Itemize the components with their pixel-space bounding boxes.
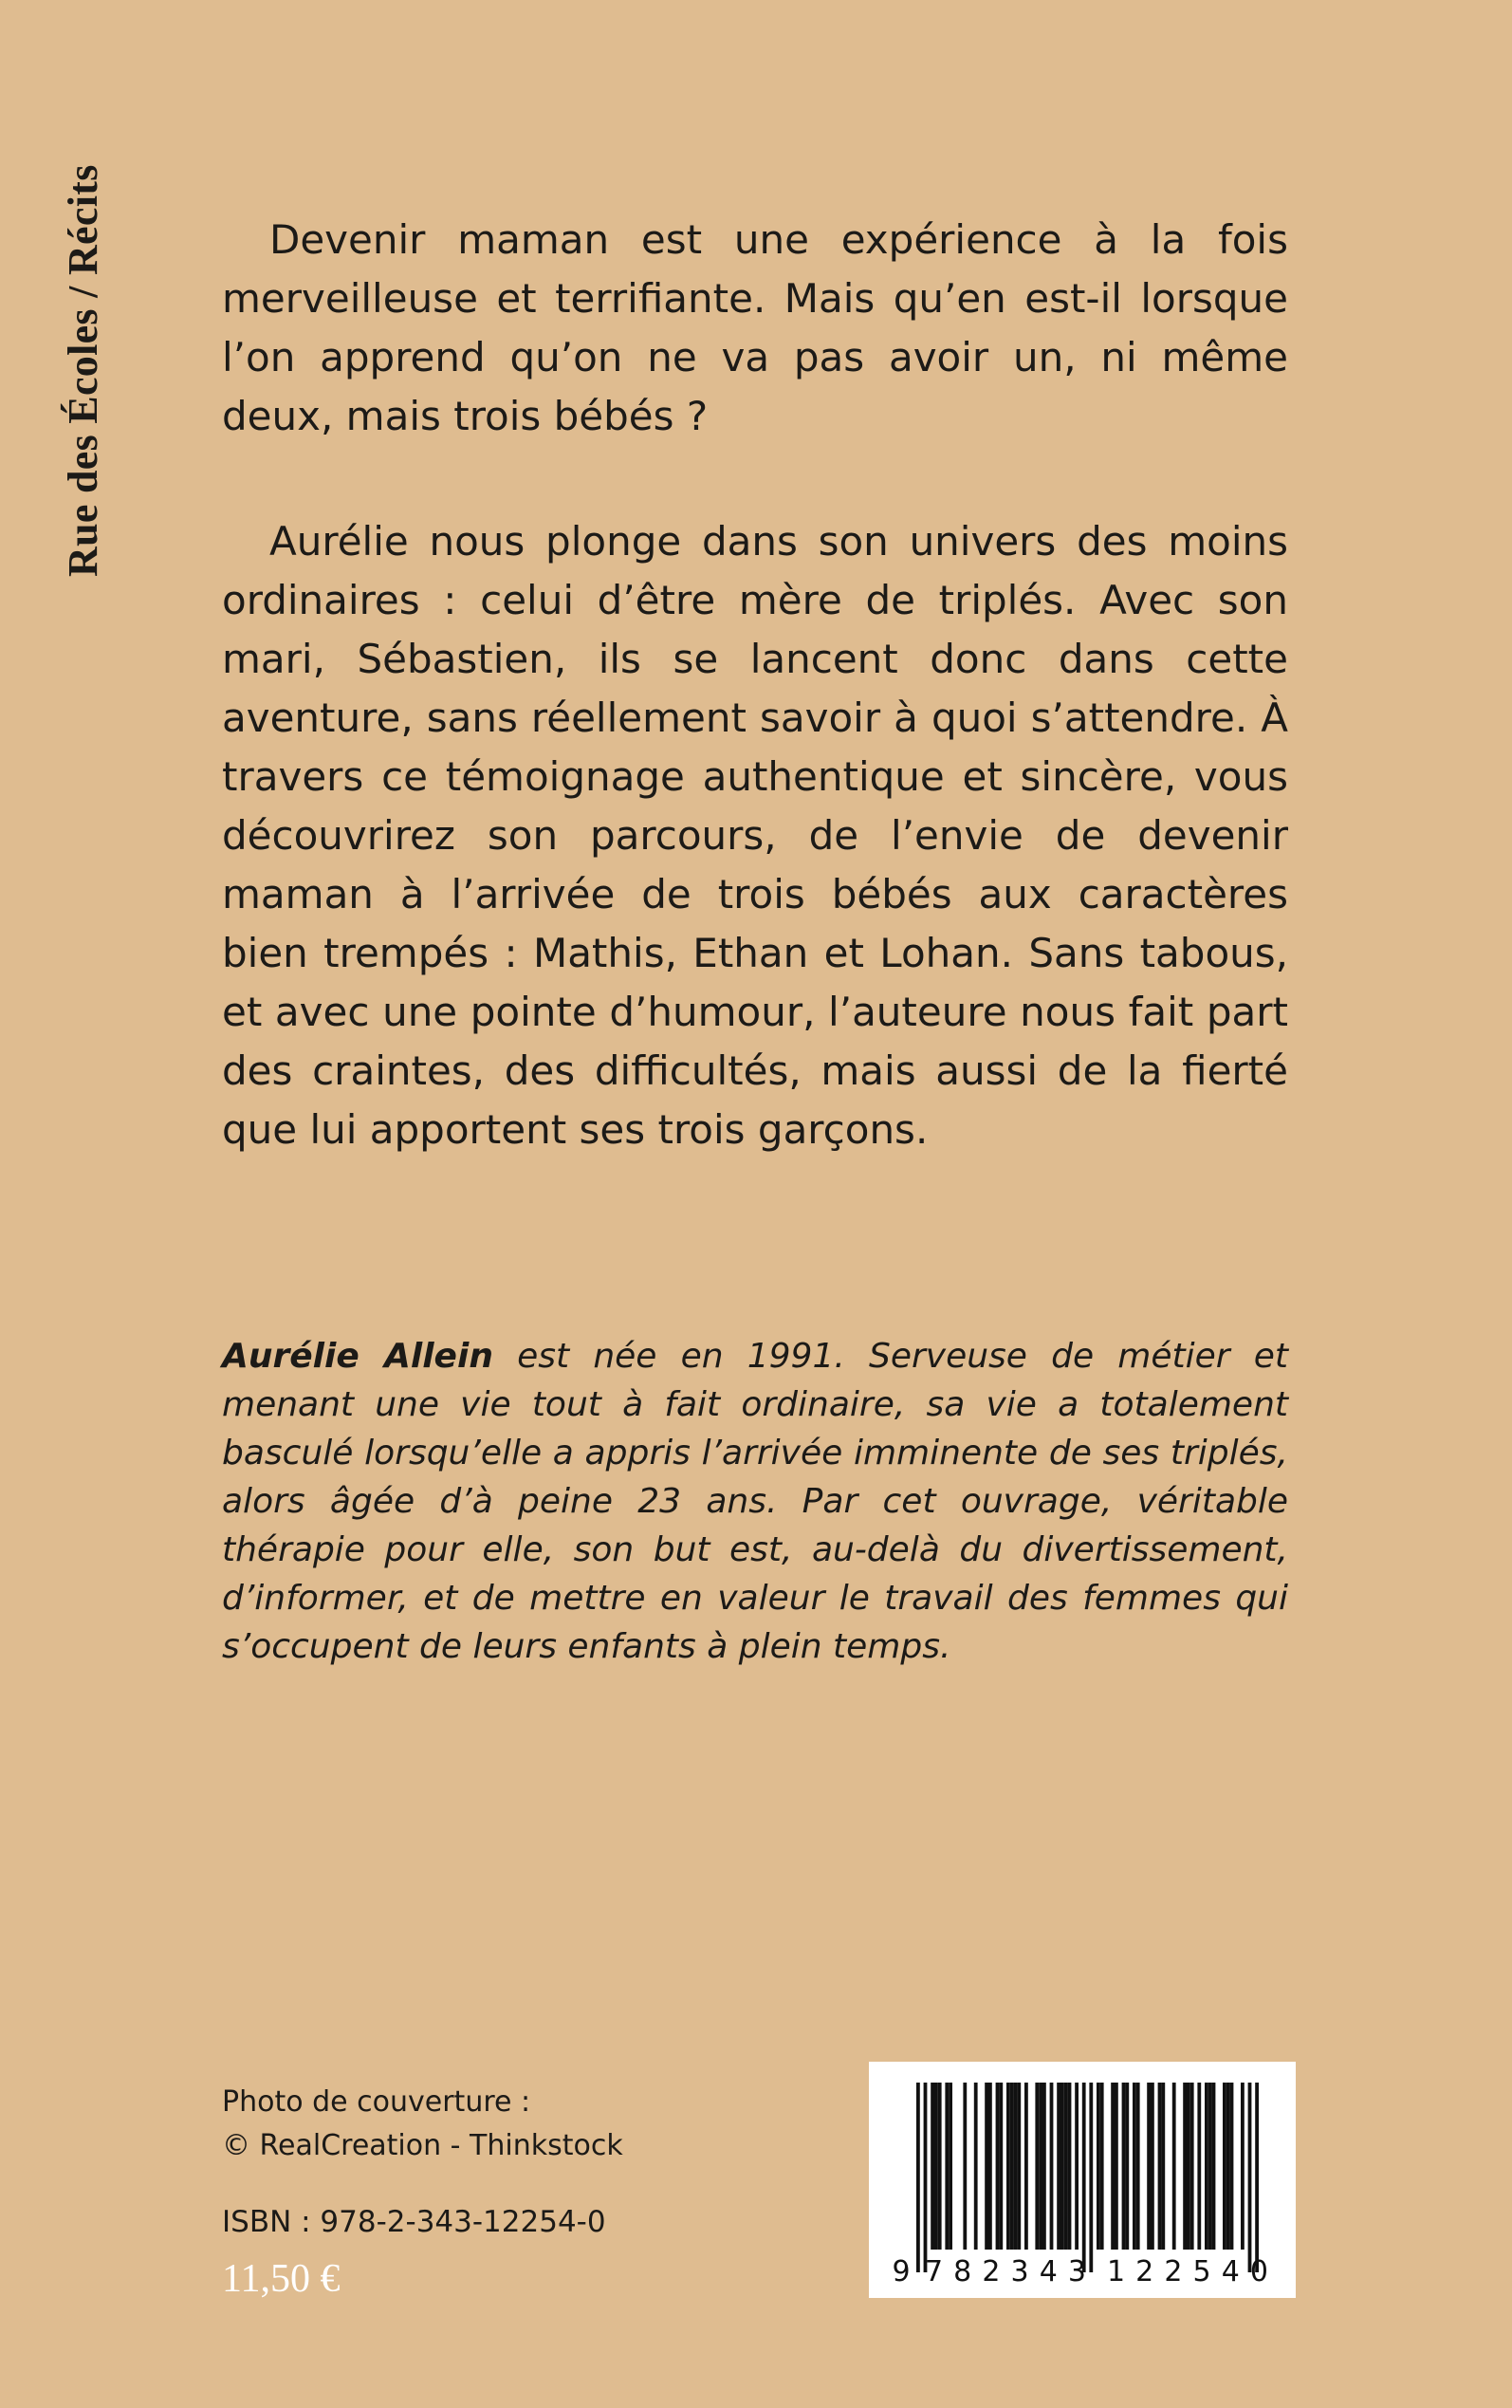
barcode-bar [1100,2083,1104,2250]
barcode-bar [1125,2083,1129,2250]
barcode-bar [949,2083,952,2250]
barcode-bar [1039,2083,1042,2250]
barcode-bar [1190,2083,1194,2250]
barcode-graphic [869,2062,1296,2298]
barcode-first-digit: 9 [892,2255,911,2288]
author-bio-text: est née en 1991. Serveuse de métier et menant une vie tout à fait ordinaire, sa vie a totalement basculé lorsqu’elle a appris l’arrivée imminente de ses triplés, alors âgée d’à peine 23 ans. Par cet ouvrage, véritable thérapie pour elle, son but est, au-delà du divertissement, d’informer, et de mettre en valeur le travail des femmes qui s’occupent de leurs enfants à plein temps. [222,1337,1288,1666]
barcode-bar [1024,2083,1028,2250]
barcode-bar [1161,2083,1165,2250]
summary-paragraph-2 [222,512,1288,1159]
barcode-bar [988,2083,992,2250]
barcode-bar [945,2083,949,2250]
barcode-bar [1183,2083,1187,2250]
barcode-bar [1147,2083,1151,2250]
barcode-bar [1035,2083,1039,2250]
barcode-bar [931,2083,934,2250]
barcode-bar [1082,2083,1086,2272]
barcode-bar [1068,2083,1072,2250]
author-name: Aurélie Allein [222,1337,493,1376]
barcode-bar [1014,2083,1018,2250]
barcode-bar [1089,2083,1093,2272]
barcode-bar [1151,2083,1154,2250]
barcode [869,2062,1296,2298]
barcode-bar [1042,2083,1046,2250]
barcode-bar [1017,2083,1021,2250]
barcode-bar [1205,2083,1208,2250]
barcode-bar [1187,2083,1190,2250]
photo-credits [222,2081,623,2168]
photo-credits-value: © RealCreation - Thinkstock [222,2129,623,2162]
barcode-bar [1197,2083,1201,2250]
barcode-bar [1010,2083,1014,2250]
summary-paragraph-1 [222,211,1288,446]
barcode-bar [963,2083,967,2250]
barcode-bar [1115,2083,1118,2250]
barcode-bars [916,2083,1259,2272]
barcode-bar [1158,2083,1162,2250]
barcode-bar [934,2083,938,2250]
barcode-bar [1057,2083,1060,2250]
spine-collection-title: Rue des Écoles / Récits [60,164,106,577]
summary-paragraph-1-text: Devenir maman est une expérience à la fois merveilleuse et terrifiante. Mais qu’en est-il lorsque l’on apprend qu’on ne va pas avoir un, ni même deux, mais trois bébés ? [222,216,1288,439]
barcode-bar [985,2083,988,2250]
barcode-bar [999,2083,1003,2250]
barcode-bar [1006,2083,1010,2250]
barcode-bar [916,2083,920,2272]
barcode-bar [1230,2083,1234,2250]
author-bio [222,1332,1288,1671]
isbn: ISBN : 978-2-343-12254-0 [222,2205,606,2239]
barcode-bar [1255,2083,1259,2272]
photo-credits-label: Photo de couverture : [222,2085,531,2119]
barcode-bar [1226,2083,1230,2250]
summary-paragraph-2-text: Aurélie nous plonge dans son univers des moins ordinaires : celui d’être mère de triplés. Avec son mari, Sébastien, ils se lancent donc dans cette aventure, sans réellement savoir à quoi s’attendre. À travers ce témoignage authentique et sincère, vous découvrirez son parcours, de l’envie de devenir maman à l’arrivée de trois bébés aux caractères bien trempés : Mathis, Ethan et Lohan. Sans tabous, et avec une pointe d’humour, l’auteure nous fait part des craintes, des difficultés, mais aussi de la fierté que lui apportent ses trois garçons. [222,518,1288,1153]
barcode-left-digits: 782343 [925,2255,1086,2288]
barcode-bar [1136,2083,1140,2250]
barcode-bar [1133,2083,1136,2250]
barcode-bar [1248,2083,1252,2272]
barcode-bar [1064,2083,1068,2250]
barcode-bar [1075,2083,1079,2250]
barcode-bar [1060,2083,1064,2250]
barcode-bar [924,2083,928,2272]
barcode-bar [996,2083,1000,2250]
barcode-bar [1050,2083,1054,2250]
barcode-bar [1223,2083,1226,2250]
barcode-bar [1111,2083,1115,2250]
barcode-bar [1212,2083,1216,2250]
barcode-bar [1241,2083,1245,2250]
barcode-bar [1122,2083,1126,2250]
price: 11,50 € [222,2257,341,2301]
barcode-right-digits: 122540 [1107,2255,1268,2288]
barcode-bar [1172,2083,1176,2250]
barcode-bar [1097,2083,1100,2250]
barcode-bar [938,2083,942,2250]
barcode-bar [1208,2083,1212,2250]
barcode-bar [974,2083,978,2250]
